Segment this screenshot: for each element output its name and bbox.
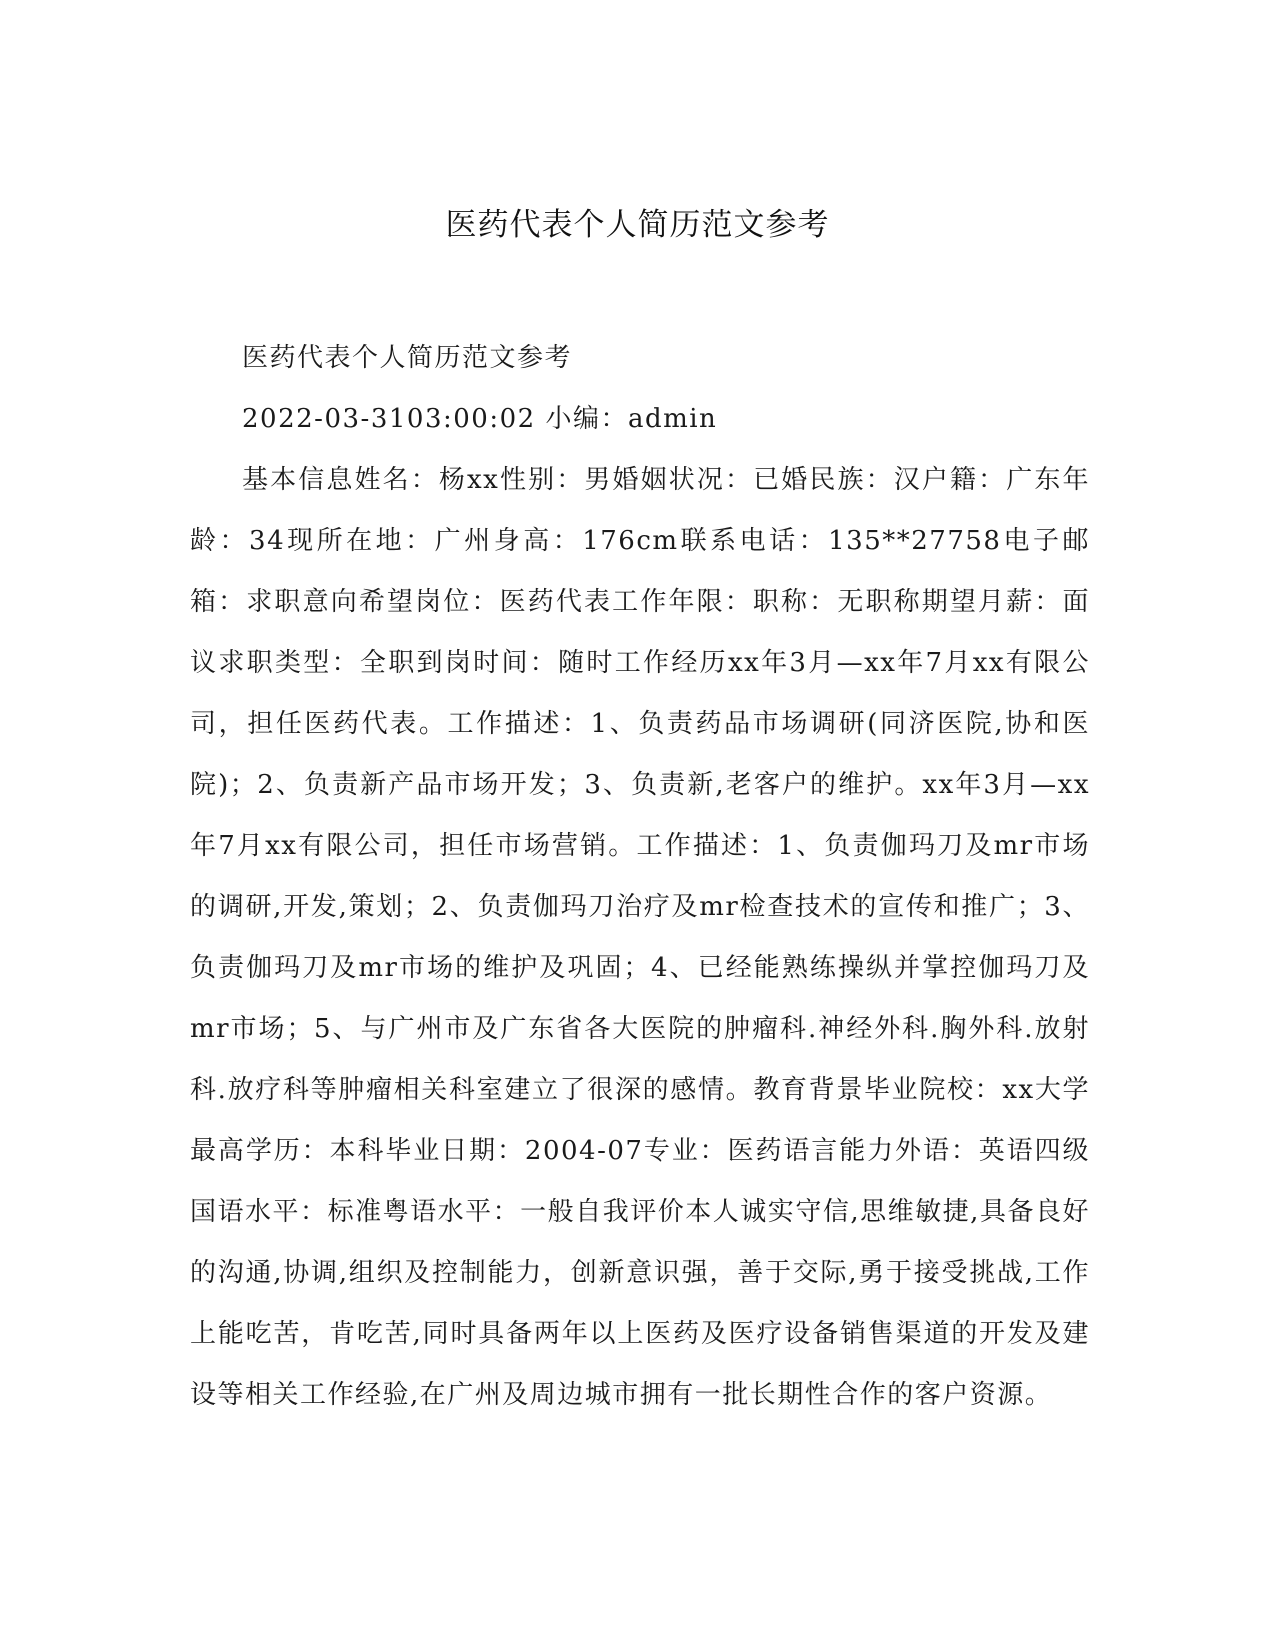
document-body — [190, 328, 1090, 1426]
document-meta-line: 2022-03-3103:00:02 小编：admin — [242, 404, 718, 434]
document-subtitle: 医药代表个人简历范文参考 — [242, 343, 573, 373]
document-title: 医药代表个人简历范文参考 — [445, 207, 830, 243]
document-content-paragraph: 基本信息姓名：杨xx性别：男婚姻状况：已婚民族：汉户籍：广东年龄：34现所在地：广州身高：176cm联系电话：135**27758电子邮箱：求职意向希望岗位：医药代表工作年限：职称：无职称期望月薪：面议求职类型：全职到岗时间：随时工作经历xx年3月—xx年7月xx有限公司，担任医药代表。工作描述：1、负责药品市场调研(同济医院,协和医院)；2、负责新产品市场开发；3、负责新,老客户的维护。xx年3月—xx年7月xx有限公司，担任市场营销。工作描述：1、负责伽玛刀及mr市场的调研,开发,策划；2、负责伽玛刀治疗及mr检查技术的宣传和推广；3、负责伽玛刀及mr市场的维护及巩固；4、已经能熟练操纵并掌控伽玛刀及mr市场；5、与广州市及广东省各大医院的肿瘤科.神经外科.胸外科.放射科.放疗科等肿瘤相关科室建立了很深的感情。教育背景毕业院校：xx大学最高学历：本科毕业日期：2004-07专业：医药语言能力外语：英语四级国语水平：标准粤语水平：一般自我评价本人诚实守信,思维敏捷,具备良好的沟通,协调,组织及控制能力，创新意识强，善于交际,勇于接受挑战,工作上能吃苦，肯吃苦,同时具备两年以上医药及医疗设备销售渠道的开发及建设等相关工作经验,在广州及周边城市拥有一批长期性合作的客户资源。 — [190, 465, 1090, 1410]
